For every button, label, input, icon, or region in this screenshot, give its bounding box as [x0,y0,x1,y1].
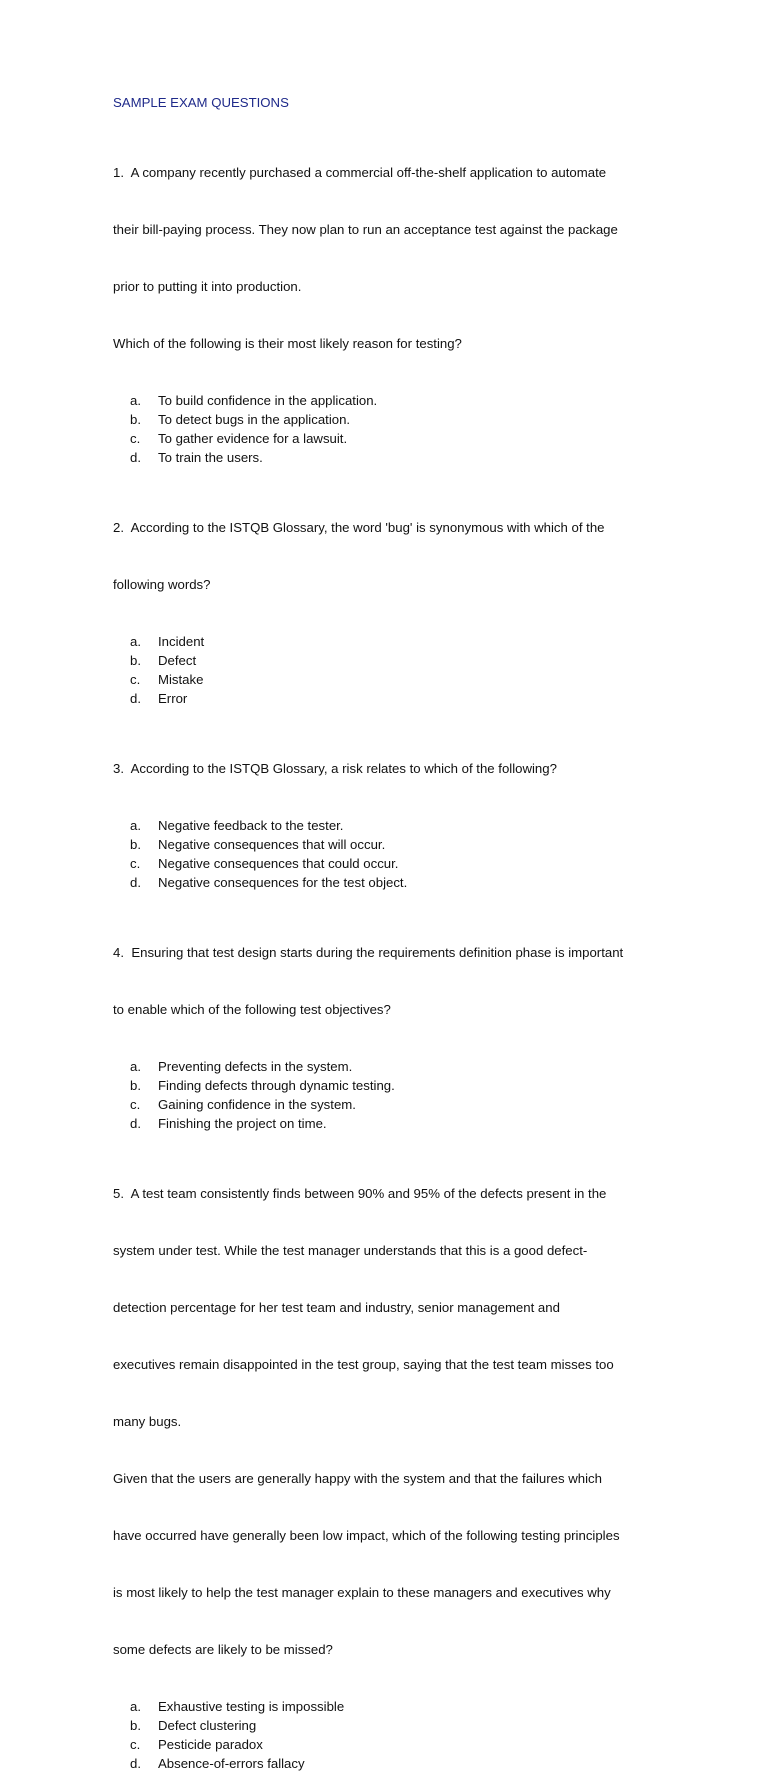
answer-option [113,835,668,854]
answer-options [113,816,668,892]
option-letter: d. [130,691,141,706]
option-text: Defect clustering [158,1718,257,1733]
answer-option [113,873,668,892]
option-letter: b. [130,837,141,852]
question-5 [113,1146,668,1773]
option-letter: a. [130,1699,141,1714]
answer-options [113,1057,668,1133]
question-line: 5. A test team consistently finds between 90% and 95% of the defects present in the [113,1186,607,1201]
option-text: Negative consequences that will occur. [158,837,386,852]
option-letter: c. [130,1737,141,1752]
answer-option [113,651,668,670]
question-line: have occurred have generally been low impact, which of the following testing principles [113,1528,620,1543]
option-text: Absence-of-errors fallacy [158,1756,305,1771]
question-line: 4. Ensuring that test design starts during the requirements definition phase is important [113,945,624,960]
question-line: 3. According to the ISTQB Glossary, a risk relates to which of the following? [113,761,557,776]
question-line: executives remain disappointed in the test group, saying that the test team misses too [113,1357,614,1372]
question-line: following words? [113,577,211,592]
option-letter: d. [130,450,141,465]
option-text: Finding defects through dynamic testing. [158,1078,395,1093]
option-text: To train the users. [158,450,263,465]
question-text [113,905,668,1057]
question-line: to enable which of the following test objectives? [113,1002,391,1017]
question-1 [113,125,668,467]
question-line: prior to putting it into production. [113,279,302,294]
option-text: Incident [158,634,205,649]
answer-option [113,632,668,651]
option-letter: d. [130,1116,141,1131]
answer-option [113,410,668,429]
option-text: Exhaustive testing is impossible [158,1699,345,1714]
question-line: their bill-paying process. They now plan to run an acceptance test against the package [113,222,618,237]
option-text: Negative consequences for the test object. [158,875,408,890]
question-line: Which of the following is their most likely reason for testing? [113,336,462,351]
answer-option [113,1076,668,1095]
option-text: Error [158,691,188,706]
answer-option [113,689,668,708]
option-letter: b. [130,412,141,427]
question-line: 2. According to the ISTQB Glossary, the word 'bug' is synonymous with which of the [113,520,605,535]
option-letter: a. [130,1059,141,1074]
answer-option [113,1114,668,1133]
option-text: Negative consequences that could occur. [158,856,399,871]
option-text: Gaining confidence in the system. [158,1097,356,1112]
question-line: many bugs. [113,1414,182,1429]
option-text: Mistake [158,672,204,687]
answer-option [113,816,668,835]
question-line: some defects are likely to be missed? [113,1642,333,1657]
option-text: Preventing defects in the system. [158,1059,353,1074]
option-text: To build confidence in the application. [158,393,378,408]
answer-options [113,391,668,467]
answer-option [113,391,668,410]
question-text [113,480,668,632]
answer-option [113,1095,668,1114]
answer-option [113,448,668,467]
option-letter: c. [130,672,141,687]
answer-options [113,1697,668,1773]
answer-options [113,632,668,708]
question-line: Given that the users are generally happy with the system and that the failures which [113,1471,602,1486]
question-line: 1. A company recently purchased a commercial off-the-shelf application to automate [113,165,607,180]
answer-option [113,1697,668,1716]
option-letter: c. [130,1097,141,1112]
option-letter: d. [130,875,141,890]
question-line: detection percentage for her test team and industry, senior management and [113,1300,560,1315]
option-text: Finishing the project on time. [158,1116,327,1131]
option-letter: b. [130,653,141,668]
question-text [113,1146,668,1697]
answer-option [113,1735,668,1754]
question-3 [113,721,668,892]
answer-option [113,1754,668,1773]
option-text: Negative feedback to the tester. [158,818,344,833]
question-text [113,721,668,816]
question-2 [113,480,668,708]
question-4 [113,905,668,1133]
answer-option [113,429,668,448]
option-letter: c. [130,856,141,871]
option-text: To detect bugs in the application. [158,412,351,427]
question-line: is most likely to help the test manager explain to these managers and executives why [113,1585,611,1600]
option-letter: a. [130,818,141,833]
question-text [113,125,668,391]
option-letter: a. [130,393,141,408]
option-letter: c. [130,431,141,446]
answer-option [113,1716,668,1735]
question-line: system under test. While the test manager understands that this is a good defect- [113,1243,588,1258]
option-text: Pesticide paradox [158,1737,263,1752]
option-letter: d. [130,1756,141,1771]
option-letter: b. [130,1718,141,1733]
option-letter: a. [130,634,141,649]
document-title: SAMPLE EXAM QUESTIONS [113,95,289,110]
answer-option [113,854,668,873]
option-letter: b. [130,1078,141,1093]
answer-option [113,1057,668,1076]
option-text: To gather evidence for a lawsuit. [158,431,348,446]
answer-option [113,670,668,689]
option-text: Defect [158,653,197,668]
